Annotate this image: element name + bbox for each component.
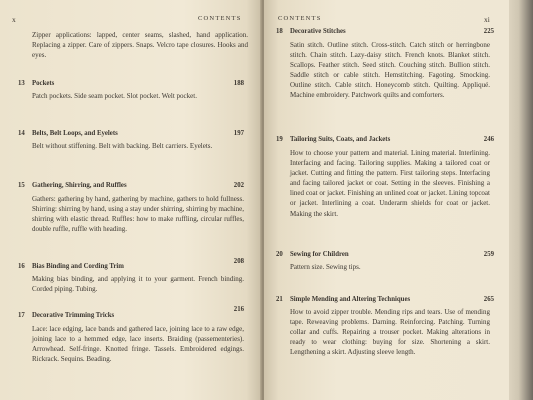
chapter-description: Making bias binding, and applying it to your garment. French binding. Corded piping. Tubing.: [32, 275, 244, 294]
chapter-title: Sewing for Children: [290, 251, 349, 258]
chapter-page-number: 246: [483, 136, 494, 143]
right-running-head: CONTENTS: [278, 15, 322, 22]
chapter-page-number: 259: [483, 251, 494, 258]
toc-entry-17[interactable]: [18, 306, 244, 386]
chapter-description: Belt without stiffening. Belt with backing. Belt carriers. Eyelets.: [32, 142, 213, 150]
chapter-title: Decorative Trimming Tricks: [32, 312, 115, 319]
left-running-head: CONTENTS: [198, 15, 242, 22]
chapter-title: Bias Binding and Cording Trim: [32, 263, 124, 270]
chapter-title: Gathering, Shirring, and Ruffles: [32, 182, 127, 189]
chapter-page-number: 265: [483, 296, 494, 303]
chapter-page-number: 197: [233, 130, 244, 137]
chapter-title: Decorative Stitches: [290, 28, 346, 35]
chapter-page-number: 202: [233, 182, 244, 189]
chapter-number: 17: [18, 312, 25, 319]
chapter-description: How to choose your pattern and material. Lining material. Interlining. Interfacing and facing. Tailoring supplies. Making a tailored coat or jacket. Cutting and fitting the pattern. First tailoring steps. Interfacing and facing tailored jacket or coat. Setting in the sleeves. Finishing a lined coat or jacket. Finishing an unlined coat or jacket. Lining topcoat or jacket. Interlining a coat. Underarm shields for coat or jacket. Making the skirt.: [290, 149, 490, 218]
toc-entry-14[interactable]: [18, 130, 244, 170]
chapter-description: Patch pockets. Side seam pocket. Slot pocket. Welt pocket.: [32, 92, 197, 100]
toc-entry-13[interactable]: [18, 80, 244, 120]
chapter-number: 18: [276, 28, 283, 35]
chapter-description: Satin stitch. Outline stitch. Cross-stitch. Catch stitch or herringbone stitch. Chain stitch. Lazy-daisy stitch. French knots. Blanket stitch. Scallops. Feather stitch. Seed stitch. Couching stitch. Bullion stitch. Saddle stitch or cable stitch. Hemstitching. Fagoting. Smocking. Outline stitch. Cable stitch. Honeycomb stitch. Quilting. Appliqué. Machine embroidery. Patchwork quilts and comforters.: [290, 41, 490, 100]
chapter-number: 15: [18, 182, 25, 189]
toc-entry-21[interactable]: [276, 296, 494, 386]
toc-entry-18[interactable]: [276, 28, 494, 124]
left-page: [0, 0, 262, 400]
chapter-page-number: 225: [483, 28, 494, 35]
right-page: [264, 0, 509, 400]
chapter-page-number: 216: [233, 306, 244, 313]
continued-description: Zipper applications: lapped, center seams, slashed, hand application. Replacing a zipper. Care of zippers. Snaps. Velcro tape closures. Hooks and eyes.: [32, 31, 248, 60]
toc-entry-16[interactable]: [18, 258, 244, 298]
left-folio: x: [12, 15, 16, 24]
chapter-title: Belts, Belt Loops, and Eyelets: [32, 130, 118, 137]
chapter-description: Pattern size. Sewing tips.: [290, 263, 361, 271]
chapter-description: Lace: lace edging, lace bands and gathered lace, joining lace to a raw edge, joining lace to a hemmed edge, lace inserts. Braiding (passementeries). Arrowhead. Self-fringe. Knotted fringe. Tassels. Embroidered edgings. Rickrack. Sequins. Beading.: [32, 325, 244, 364]
chapter-title: Pockets: [32, 80, 55, 87]
chapter-number: 13: [18, 80, 25, 87]
chapter-number: 16: [18, 263, 25, 270]
toc-entry-20[interactable]: [276, 251, 494, 275]
chapter-number: 20: [276, 251, 283, 258]
right-folio: xi: [484, 15, 490, 24]
toc-entry-19[interactable]: [276, 136, 494, 236]
chapter-number: 19: [276, 136, 283, 143]
chapter-number: 21: [276, 296, 283, 303]
chapter-page-number: 208: [233, 258, 244, 265]
chapter-description: Gathers: gathering by hand, gathering by machine, gathers to hold fullness. Shirring: shirring by hand, using a stay under shirring, shirring by machine, shirring with elastic thread. Ruffles: how to make ruffling, circular ruffles, double ruffle, ruffle with heading.: [32, 195, 244, 234]
page-edge-background: [509, 0, 533, 400]
chapter-page-number: 188: [233, 80, 244, 87]
chapter-number: 14: [18, 130, 25, 137]
chapter-title: Tailoring Suits, Coats, and Jackets: [290, 136, 391, 143]
toc-entry-15[interactable]: [18, 182, 244, 252]
chapter-title: Simple Mending and Altering Techniques: [290, 296, 411, 303]
chapter-description: How to avoid zipper trouble. Mending rips and tears. Use of mending tape. Reweaving problems. Darning. Reinforcing. Patching. Turning collar and cuffs. Repairing a trouser pocket. Making alterations in ready to wear clothing: buying for size. Shortening a skirt. Lengthening a skirt. Adjusting sleeve length.: [290, 308, 490, 357]
